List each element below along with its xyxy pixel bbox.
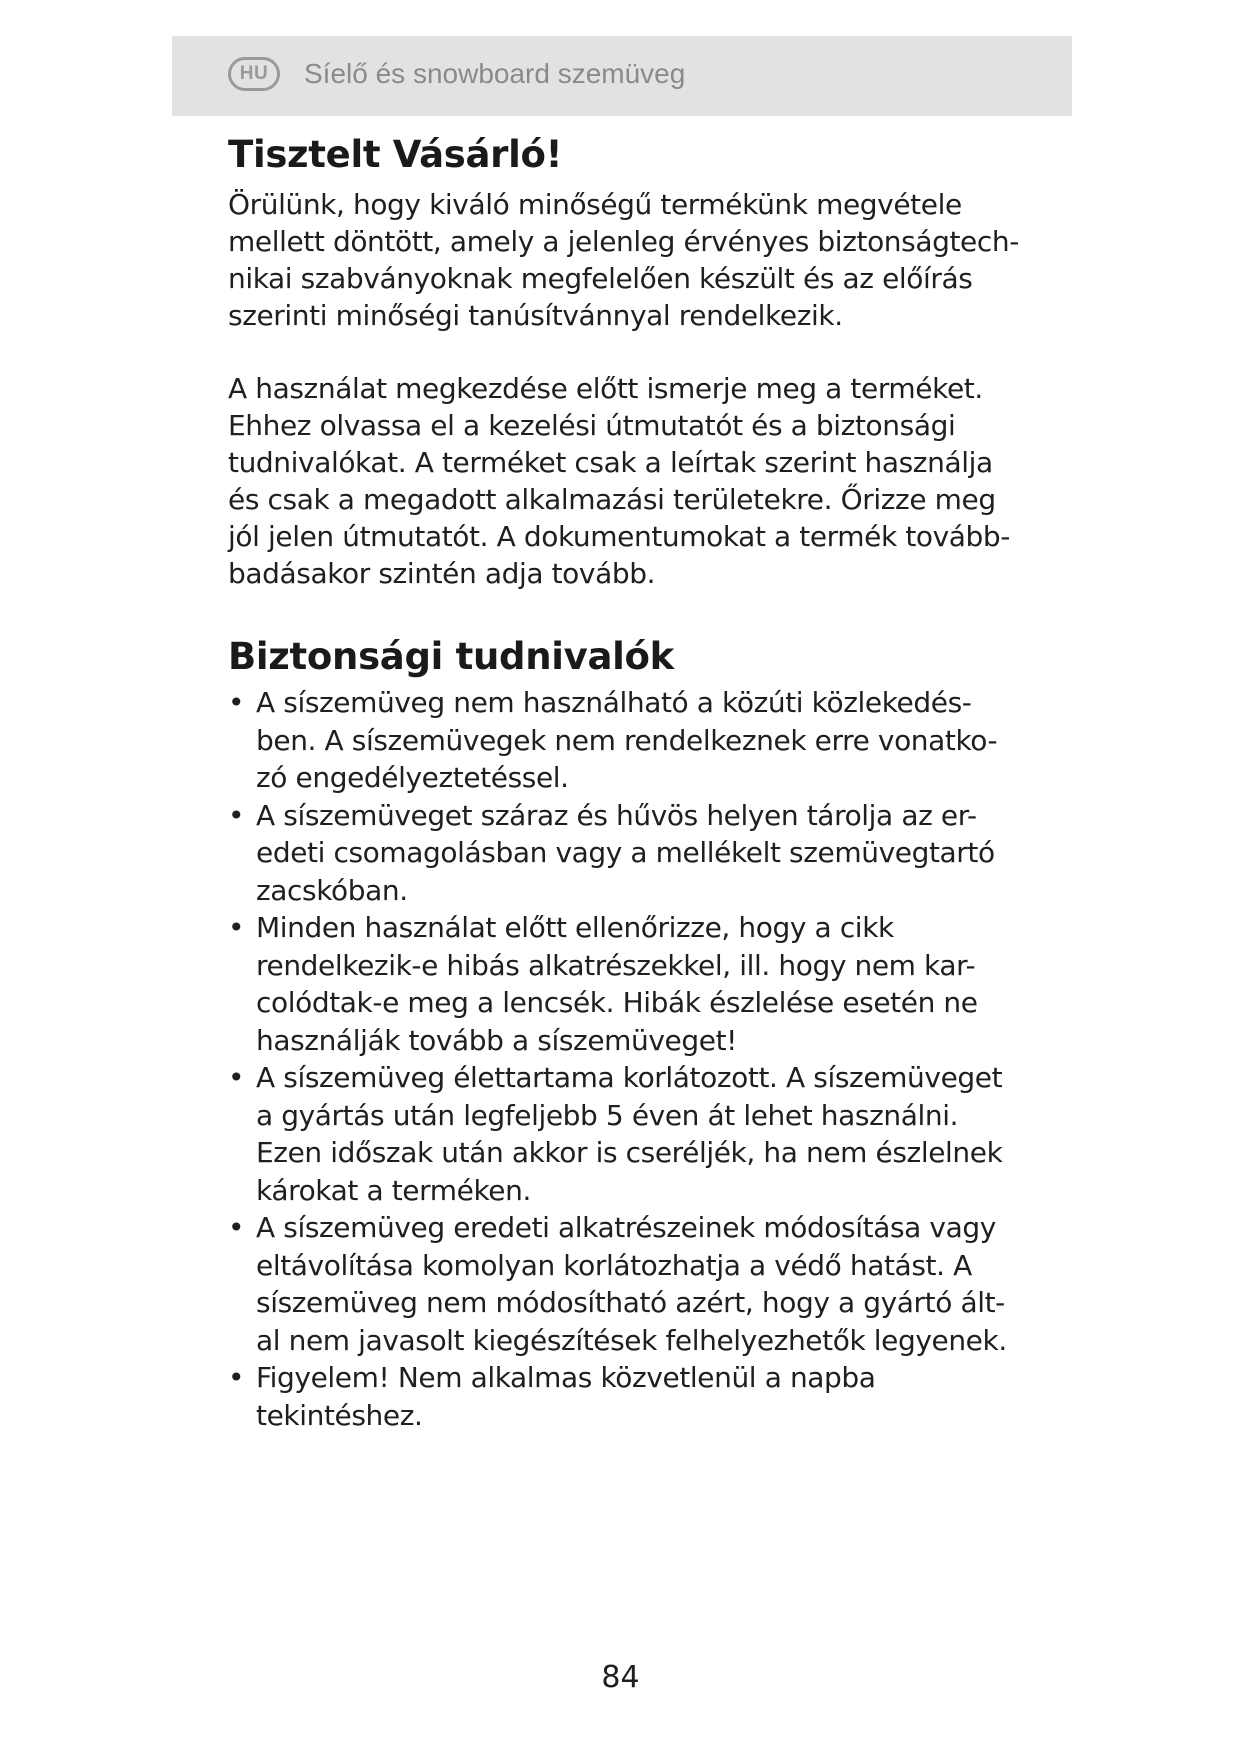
text-line: A használat megkezdése előtt ismerje meg a terméket.	[228, 372, 983, 405]
text-line: károkat a terméken.	[256, 1173, 531, 1207]
text-line: tudnivalókat. A terméket csak a leírtak szerint használja	[228, 446, 993, 479]
text-line: A síszemüveget száraz és hűvös helyen tárolja az er-	[256, 798, 977, 832]
text-line: zacskóban.	[256, 873, 408, 907]
text-line: colódtak-e meg a lencsék. Hibák észlelése esetén ne	[256, 986, 978, 1019]
text-line: badásakor szintén adja tovább.	[228, 557, 656, 590]
text-line: edeti csomagolásban vagy a mellékelt szemüvegtartó	[256, 836, 995, 869]
text-line: al nem javasolt kiegészítések felhelyezhetők legyenek.	[256, 1323, 1007, 1357]
page-content	[228, 128, 1018, 1434]
list-item	[228, 1209, 1018, 1359]
bullet-icon: •	[228, 1211, 245, 1244]
bullet-icon: •	[228, 798, 245, 832]
text-line: jól jelen útmutatót. A dokumentumokat a termék tovább-	[228, 520, 1011, 553]
header-title: Síelő és snowboard szemüveg	[304, 58, 686, 89]
text-line: Figyelem! Nem alkalmas közvetlenül a napba	[256, 1361, 876, 1394]
text-line: és csak a megadott alkalmazási területekre. Őrizze meg	[228, 483, 996, 516]
text-line: mellett döntött, amely a jelenleg érvényes biztonságtech-	[228, 225, 1019, 258]
page-number: 84	[601, 1660, 640, 1695]
intro-paragraph-2	[228, 370, 1018, 592]
list-item	[228, 1059, 1018, 1209]
bullet-icon: •	[228, 1361, 245, 1394]
list-item	[228, 1359, 1018, 1434]
bullet-icon: •	[228, 1061, 245, 1094]
text-line: eltávolítása komolyan korlátozhatja a védő hatást. A	[256, 1248, 972, 1282]
header-band	[172, 36, 1072, 116]
text-line: A síszemüveg élettartama korlátozott. A síszemüveget	[256, 1061, 1003, 1094]
list-item	[228, 797, 1018, 910]
bullet-icon: •	[228, 911, 245, 944]
text-line: Örülünk, hogy kiváló minőségű termékünk megvétele	[228, 188, 962, 221]
text-line: nikai szabványoknak megfelelően készült és az előírás	[228, 262, 973, 295]
text-line: rendelkezik-e hibás alkatrészekkel, ill. hogy nem kar-	[256, 948, 976, 982]
bullet-icon: •	[228, 686, 245, 719]
list-item	[228, 909, 1018, 1059]
list-item	[228, 684, 1018, 797]
text-line: zó engedélyeztetéssel.	[256, 761, 569, 794]
intro-paragraph-1	[228, 186, 1018, 334]
text-line: használják tovább a síszemüveget!	[256, 1023, 737, 1057]
text-line: szerinti minőségi tanúsítvánnyal rendelkezik.	[228, 299, 843, 332]
text-line: Ezen időszak után akkor is cseréljék, ha nem észlelnek	[256, 1136, 1003, 1169]
language-badge: HU	[228, 57, 280, 91]
text-line: Ehhez olvassa el a kezelési útmutatót és a biztonsági	[228, 409, 956, 442]
text-line: tekintéshez.	[256, 1398, 423, 1432]
text-line: A síszemüveg nem használható a közúti közlekedés-	[256, 686, 972, 719]
safety-heading: Biztonsági tudnivalók	[228, 635, 674, 678]
intro-heading: Tisztelt Vásárló!	[228, 133, 563, 176]
text-line: ben. A síszemüvegek nem rendelkeznek erre vonatko-	[256, 723, 998, 757]
text-line: síszemüveg nem módosítható azért, hogy a gyártó ált-	[256, 1286, 1005, 1319]
text-line: A síszemüveg eredeti alkatrészeinek módosítása vagy	[256, 1211, 996, 1244]
text-line: a gyártás után legfeljebb 5 éven át lehet használni.	[256, 1098, 959, 1132]
text-line: Minden használat előtt ellenőrizze, hogy a cikk	[256, 911, 894, 944]
safety-list	[228, 684, 1018, 1434]
